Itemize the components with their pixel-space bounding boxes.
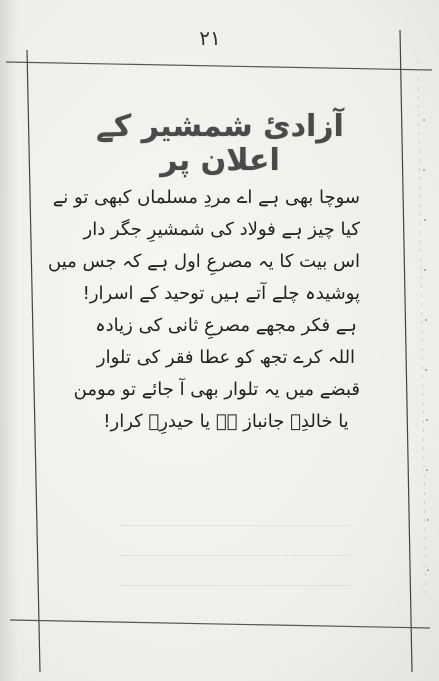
show-through-line: [120, 525, 350, 536]
verse-line: ہے فکر مجھے مصرعِ ثانی کی زیادہ: [95, 315, 357, 336]
verse-line: یا خالدِؓ جانباز ہے یا حیدرِؓ کرار!: [103, 411, 349, 432]
binding-marks: [423, 119, 429, 571]
page-number: ۲۱: [199, 26, 221, 50]
faint-edge-trace: [418, 60, 426, 600]
frame-left-line: [27, 50, 40, 672]
verse-line: اس بیت کا یہ مصرعِ اول ہے کہ جس میں: [48, 251, 360, 272]
verse-line: قبضے میں یہ تلوار بھی آ جائے تو مومن: [73, 379, 360, 400]
poem-body: [48, 182, 360, 438]
poem-title: آزادیٔ شمشیر کے اعلان پر: [96, 109, 344, 178]
show-through-line: [120, 585, 350, 596]
frame-top-line: [6, 62, 432, 70]
verse-line: اللہ کرے تجھ کو عطا فقر کی تلوار: [96, 347, 356, 368]
show-through-line: [120, 555, 350, 566]
frame-right-line: [400, 30, 412, 672]
verse-line: سوچا بھی ہے اے مردِ مسلماں کبھی تو نے: [52, 187, 360, 208]
verse-line: کیا چیز ہے فولاد کی شمشیرِ جگر دار: [83, 219, 360, 240]
verse-line: پوشیدہ چلے آتے ہیں توحید کے اسرار!: [82, 283, 360, 304]
frame-bottom-line: [10, 620, 430, 628]
